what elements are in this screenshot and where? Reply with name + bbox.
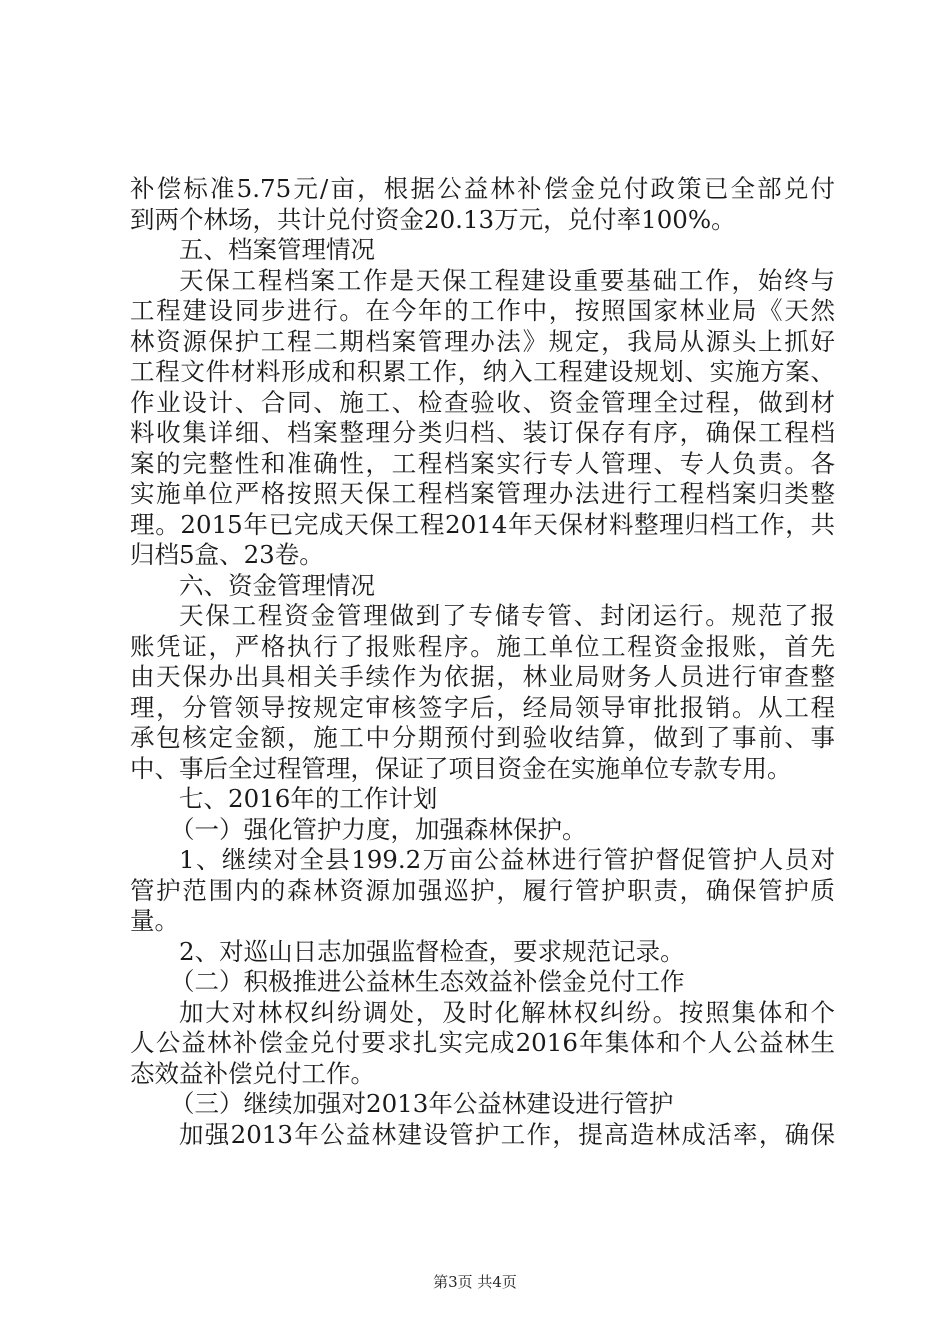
text-line: 管护范围内的森林资源加强巡护，履行管护职责，确保管护质 (130, 875, 835, 905)
text-line: 1、继续对全县199.2万亩公益林进行管护督促管护人员对 (179, 845, 835, 874)
text-line: 人公益林补偿金兑付要求扎实完成2016年集体和个人公益林生 (130, 1028, 835, 1057)
text-line: 料收集详细、档案整理分类归档、装订保存有序，确保工程档 (130, 418, 835, 447)
document-body (130, 174, 835, 1150)
text-line: 林资源保护工程二期档案管理办法》规定，我局从源头上抓好 (130, 326, 835, 356)
text-line: 归档5盒、23卷。 (130, 540, 324, 569)
text-line: 七、2016年的工作计划 (179, 784, 438, 813)
text-line: 实施单位严格按照天保工程档案管理办法进行工程档案归类整 (130, 479, 835, 508)
text-line: 补偿标准5.75元/亩，根据公益林补偿金兑付政策已全部兑付 (130, 174, 835, 203)
page-footer: 第3页 共4页 (433, 1273, 517, 1291)
text-line: 加大对林权纠纷调处，及时化解林权纠纷。按照集体和个 (179, 997, 835, 1027)
text-line: 2、对巡山日志加强监督检查，要求规范记录。 (179, 936, 685, 966)
text-line: 由天保办出具相关手续作为依据，林业局财务人员进行审查整 (130, 662, 835, 691)
text-line: （三）继续加强对2013年公益林建设进行管护 (170, 1089, 674, 1118)
text-line: 中、事后全过程管理，保证了项目资金在实施单位专款专用。 (130, 753, 792, 783)
text-line: 六、资金管理情况 (179, 570, 375, 600)
text-line: 案的完整性和准确性，工程档案实行专人管理、专人负责。各 (130, 448, 835, 478)
text-line: （二）积极推进公益林生态效益补偿金兑付工作 (170, 967, 685, 996)
text-line: 作业设计、合同、施工、检查验收、资金管理全过程，做到材 (130, 387, 835, 417)
text-line: 账凭证，严格执行了报账程序。施工单位工程资金报账，首先 (130, 631, 835, 661)
text-line: 工程文件材料形成和积累工作，纳入工程建设规划、实施方案、 (130, 357, 835, 386)
text-line: 量。 (130, 906, 179, 935)
text-line: 天保工程档案工作是天保工程建设重要基础工作，始终与 (179, 265, 835, 295)
text-line: 承包核定金额，施工中分期预付到验收结算，做到了事前、事 (130, 723, 835, 752)
text-line: （一）强化管护力度，加强森林保护。 (170, 814, 587, 844)
text-line: 工程建设同步进行。在今年的工作中，按照国家林业局《天然 (130, 296, 835, 325)
text-line: 加强2013年公益林建设管护工作，提高造林成活率，确保 (179, 1119, 835, 1149)
text-line: 理。2015年已完成天保工程2014年天保材料整理归档工作，共 (130, 509, 835, 539)
text-line: 态效益补偿兑付工作。 (130, 1058, 375, 1088)
text-line: 五、档案管理情况 (179, 235, 375, 264)
text-line: 理，分管领导按规定审核签字后，经局领导审批报销。从工程 (130, 692, 835, 722)
text-line: 到两个林场，共计兑付资金20.13万元，兑付率100%。 (130, 204, 736, 234)
text-line: 天保工程资金管理做到了专储专管、封闭运行。规范了报 (179, 601, 835, 630)
